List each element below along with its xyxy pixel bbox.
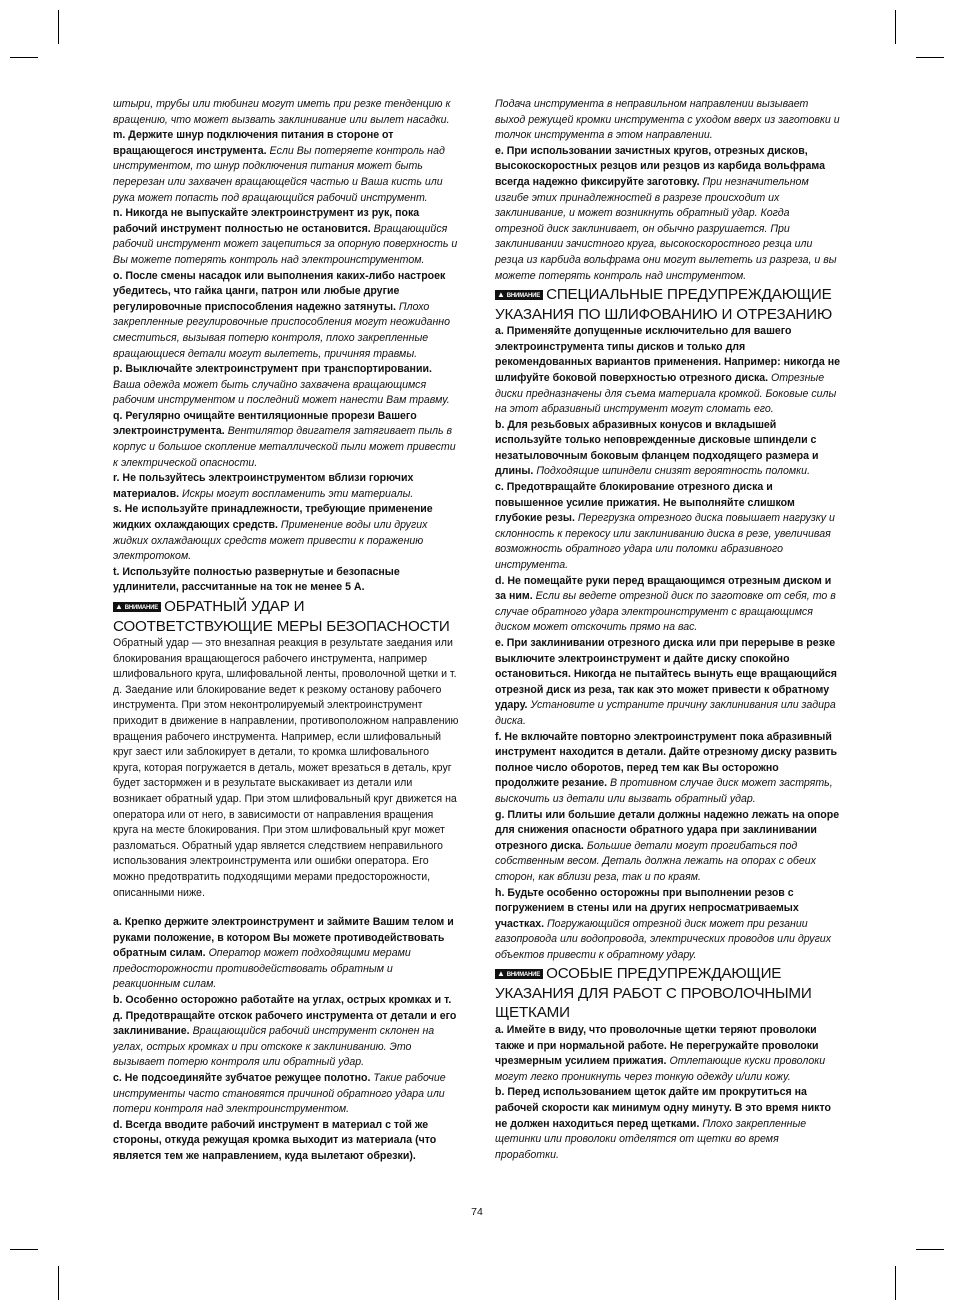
warning-badge-label: ВНИМАНИЕ bbox=[124, 605, 159, 611]
italic-text: Отлетающие куски проволоки могут легко проникнуть через тонкую одежду и/или кожу. bbox=[495, 1055, 826, 1083]
italic-text: штыри, трубы или тюбинги могут иметь при резке тенденцию к вращению, что может вызвать заклинивание или вылет насадки. bbox=[113, 98, 451, 126]
italic-text: Подходящие шпиндели снизят вероятность поломки. bbox=[536, 465, 811, 478]
paragraph bbox=[495, 808, 841, 886]
italic-text: Установите и устраните причину заклинивания или задира диска. bbox=[495, 699, 836, 727]
italic-text: Искры могут воспламенить эти материалы. bbox=[182, 487, 414, 500]
section-heading-text: СПЕЦИАЛЬНЫЕ ПРЕДУПРЕЖДАЮЩИЕ УКАЗАНИЯ ПО ШЛИФОВАНИЮ И ОТРЕЗАНИЮ bbox=[495, 286, 833, 323]
italic-text: Если Вы потеряете контроль над инструментом, то шнур подключения питания может быть перерезан или захвачен вращающейся частью и Ваша кисть или рука может попасть под вращающийся рабочий инструмент. bbox=[113, 144, 445, 204]
right-column bbox=[495, 97, 841, 1163]
bold-text: q. Регулярно очищайте вентиляционные прорези Вашего электроинструмента. bbox=[113, 409, 417, 438]
warning-badge bbox=[495, 290, 543, 300]
paragraph bbox=[495, 418, 841, 480]
bold-text: a. Применяйте допущенные исключительно для вашего электроинструмента типы дисков и только для рекомендованных вариантов применения. Например: никогда не шлифуйте боковой поверхностью отрезного диска. bbox=[495, 325, 841, 384]
warning-badge bbox=[113, 602, 161, 612]
page-number: 74 bbox=[471, 1206, 483, 1218]
bold-text: n. Никогда не выпускайте электроинструмент из рук, пока рабочий инструмент полностью не остановится. bbox=[113, 207, 420, 235]
bold-text: g. Плиты или большие детали должны надежно лежать на опоре для снижения опасности обратного удара при заклинивании отрезного диска. bbox=[495, 808, 840, 852]
bold-text: t. Используйте полностью развернутые и безопасные удлинители, рассчитанные на ток не менее 5 А. bbox=[113, 565, 400, 594]
italic-text: Плохо закрепленные регулировочные приспособления могут неожиданно сместиться, вызывая потерю контроля, плохо закрепленные вращающиеся детали могут вылететь, причиняя травмы. bbox=[113, 300, 450, 360]
bold-text: c. Предотвращайте блокирование отрезного диска и повышенное усилие прижатия. Не выполняйте слишком глубокие резы. bbox=[495, 481, 795, 525]
paragraph-spacer bbox=[113, 901, 459, 915]
paragraph bbox=[113, 993, 459, 1071]
warning-badge bbox=[495, 969, 543, 979]
bold-text: c. Не подсоединяйте зубчатое режущее полотно. bbox=[113, 1072, 371, 1085]
bold-text: h. Будьте особенно осторожны при выполнении резов с погружением в стены или на других непросматриваемых участках. bbox=[495, 886, 799, 930]
italic-text: Подача инструмента в неправильном направлении вызывает выход режущей кромки инструмента с уходом вверх из заготовки и толчок инструмента в этом направлении. bbox=[495, 98, 840, 142]
paragraph bbox=[113, 128, 459, 206]
crop-mark bbox=[10, 57, 38, 58]
bold-text: s. Не используйте принадлежности, требующие применение жидких охлаждающих средств. bbox=[113, 503, 433, 532]
paragraph bbox=[113, 636, 459, 901]
italic-text: Погружающийся отрезной диск может при резании газопровода или водопровода, электрических проводов или других объектов привести к обратному удару. bbox=[495, 917, 831, 961]
paragraph bbox=[495, 1085, 841, 1163]
section-heading-text: ОСОБЫЕ ПРЕДУПРЕЖДАЮЩИЕ УКАЗАНИЯ ДЛЯ РАБОТ С ПРОВОЛОЧНЫМИ ЩЕТКАМИ bbox=[495, 965, 812, 1022]
italic-text: Ваша одежда может быть случайно захвачена вращающимся рабочим инструментом и последний может нанести Вам травму. bbox=[113, 378, 450, 407]
body-text: Обратный удар — это внезапная реакция в результате заедания или блокирования вращающегося рабочего инструмента, например шлифовального круга, шлифовальной ленты, проволочной щетки и т. д. Заедание или блокирование ведет к резкому останову рабочего инструмента. При этом неконтролируемый электроинструмент приходит в движение в направлении, противоположном направлению вращения рабочего инструмента. Например, если шлифовальный круг заест или заблокирует в детали, то кромка шлифовального круга, которая погружается в деталь, может врезаться в деталь, круг будет застормжен и в результате выскакивает из детали или возникает обратный удар. При этом шлифовальный круг движется на оператора или от него, в зависимости от направления вращения круга на месте блокирования. При этом шлифовальный круг может разломаться. Обратный удар является следствием неправильного использования электроинструмента или ошибки оператора. Его можно предотвратить подходящими мерами предосторожности, описанными ниже. bbox=[113, 637, 459, 899]
paragraph bbox=[495, 480, 841, 574]
bold-text: b. Для резьбовых абразивных конусов и вкладышей используйте только неповрежденные дисковые шпиндели с незатыловочным боковым фланцем подходящего размера и длины. bbox=[495, 418, 819, 478]
paragraph bbox=[113, 471, 459, 502]
bold-text: b. Перед использованием щеток дайте им прокрутиться на рабочей скорости как минимум одну минуту. В это время никто не должен находиться перед щетками. bbox=[495, 1086, 831, 1130]
crop-mark bbox=[916, 57, 944, 58]
paragraph bbox=[113, 206, 459, 268]
section-heading bbox=[113, 597, 459, 636]
paragraph bbox=[113, 1118, 459, 1165]
crop-mark bbox=[58, 10, 59, 44]
paragraph bbox=[495, 730, 841, 808]
paragraph bbox=[495, 886, 841, 964]
crop-mark bbox=[10, 1249, 38, 1250]
paragraph bbox=[113, 915, 459, 993]
italic-text: Плохо закрепленные щетинки или проволоки отделятся от щетки во время проработки. bbox=[495, 1117, 807, 1161]
italic-text: Вращающийся рабочий инструмент может зацепиться за опорную поверхность и Вы можете потерять контроль над электроинструментом. bbox=[113, 222, 458, 266]
italic-text: Если вы ведете отрезной диск по заготовке от себя, то в случае обратного удара электроинструмент с вращающимся диском может отскочить прямо на вас. bbox=[495, 590, 836, 634]
paragraph bbox=[495, 144, 841, 284]
italic-text: Вращающийся рабочий инструмент склонен на углах, острых кромках и при отскоке к заклиниванию. Это вызывает потерю контроля или обратный удар. bbox=[113, 1025, 435, 1069]
bold-text: m. Держите шнур подключения питания в стороне от вращающегося инструмента. bbox=[113, 129, 394, 157]
paragraph bbox=[113, 362, 459, 409]
warning-badge-label: ВНИМАНИЕ bbox=[506, 293, 541, 300]
warning-triangle-icon: ▲ bbox=[497, 969, 505, 979]
bold-text: f. Не включайте повторно электроинструмент пока абразивный инструмент находится в детали. Дайте отрезному диску развить полное число оборотов, перед тем как Вы осторожно продолжите резание. bbox=[495, 730, 838, 790]
italic-text: Перегрузка отрезного диска повышает нагрузку и склонность к перекосу или заклиниванию диска в резе, увеличивая возможность обратного удара или поломки абразивного инструмента. bbox=[495, 512, 835, 572]
bold-text: p. Выключайте электроинструмент при транспортировании. bbox=[113, 363, 432, 376]
paragraph bbox=[113, 1071, 459, 1118]
paragraph bbox=[495, 1023, 841, 1085]
bold-text: a. Крепко держите электроинструмент и займите Вашим телом и руками положение, в котором Вы можете противодействовать обратным силам. bbox=[113, 916, 454, 960]
warning-badge-label: ВНИМАНИЕ bbox=[506, 972, 541, 979]
section-heading bbox=[495, 964, 841, 1023]
italic-text: Вентилятор двигателя затягивает пыль в корпус и большое скопление металлической пыли может привести к электрической опасности. bbox=[113, 425, 456, 469]
left-column bbox=[113, 97, 459, 1165]
italic-text: В противном случае диск может застрять, выскочить из детали или вызвать обратный удар. bbox=[495, 777, 833, 805]
italic-text: При незначительном изгибе этих принадлежностей в разрезе происходит их заклинивание, и может возникнуть обратный удар. Когда отрезной диск заклинивает, он обычно разрушается. При заклинивании зачистного круга, высокоскоростного резца или резца из карбида вольфрама они могут вылететь из разреза, и вы можете потерять контроль над инструментом. bbox=[495, 175, 837, 282]
warning-triangle-icon: ▲ bbox=[115, 602, 123, 611]
bold-text: d. Не помещайте руки перед вращающимся отрезным диском и за ним. bbox=[495, 574, 832, 603]
paragraph bbox=[113, 409, 459, 471]
paragraph bbox=[113, 269, 459, 363]
paragraph bbox=[495, 324, 841, 418]
bold-text: d. Всегда вводите рабочий инструмент в материал с той же стороны, откуда режущая кромка выходит из материала (что является тем же направлением, куда вылетают обрезки). bbox=[113, 1118, 437, 1162]
paragraph bbox=[495, 97, 841, 144]
paragraph bbox=[113, 97, 459, 128]
crop-mark bbox=[895, 1266, 896, 1300]
bold-text: o. После смены насадок или выполнения каких-либо настроек убедитесь, что гайка цанги, патрон или любые другие регулировочные приспособления надежно затянуты. bbox=[113, 269, 446, 313]
bold-text: e. При заклинивании отрезного диска или при перерыве в резке выключите электроинструмент и дайте диску спокойно остановиться. Никогда не пытайтесь вынуть еще вращающийся отрезной диск из реза, так как это может привести к обратному удару. bbox=[495, 637, 837, 712]
section-heading-text: ОБРАТНЫЙ УДАР И СООТВЕТСТВУЮЩИЕ МЕРЫ БЕЗОПАСНОСТИ bbox=[113, 598, 450, 635]
italic-text: Отрезные диски предназначены для съема материала кромкой. Боковые силы на этот абразивный инструмент могут сломать его. bbox=[495, 371, 837, 416]
bold-text: r. Не пользуйтесь электроинструментом вблизи горючих материалов. bbox=[113, 472, 414, 500]
italic-text: Большие детали могут прогибаться под собственным весом. Деталь должна лежать на опорах с обеих сторон, как вблизи реза, так и по краям. bbox=[495, 839, 816, 883]
warning-triangle-icon: ▲ bbox=[497, 290, 505, 300]
italic-text: Такие рабочие инструменты часто становятся причиной обратного удара или потери контроля над электроинструментом. bbox=[113, 1072, 446, 1116]
paragraph bbox=[495, 636, 841, 730]
bold-text: e. При использовании зачистных кругов, отрезных дисков, высокоскоростных резцов или резцов из карбида вольфрама всегда надежно фиксируйте заготовку. bbox=[495, 144, 825, 188]
section-heading bbox=[495, 285, 841, 324]
italic-text: Оператор может подходящими мерами предосторожности противодействовать обратным и реакционным силам. bbox=[113, 947, 411, 991]
paragraph bbox=[495, 574, 841, 636]
crop-mark bbox=[895, 10, 896, 44]
bold-text: a. Имейте в виду, что проволочные щетки теряют проволоки также и при нормальной работе. Не перегружайте проволоки чрезмерным усилием прижатия. bbox=[495, 1023, 819, 1068]
crop-mark bbox=[58, 1266, 59, 1300]
bold-text: b. Особенно осторожно работайте на углах, острых кромках и т. д. Предотвращайте отскок рабочего инструмента от детали и его заклинивание. bbox=[113, 994, 457, 1038]
paragraph bbox=[113, 565, 459, 596]
italic-text: Применение воды или других жидких охлаждающих средств может привести к поражению электротоком. bbox=[113, 519, 428, 563]
paragraph bbox=[113, 502, 459, 564]
crop-mark bbox=[916, 1249, 944, 1250]
